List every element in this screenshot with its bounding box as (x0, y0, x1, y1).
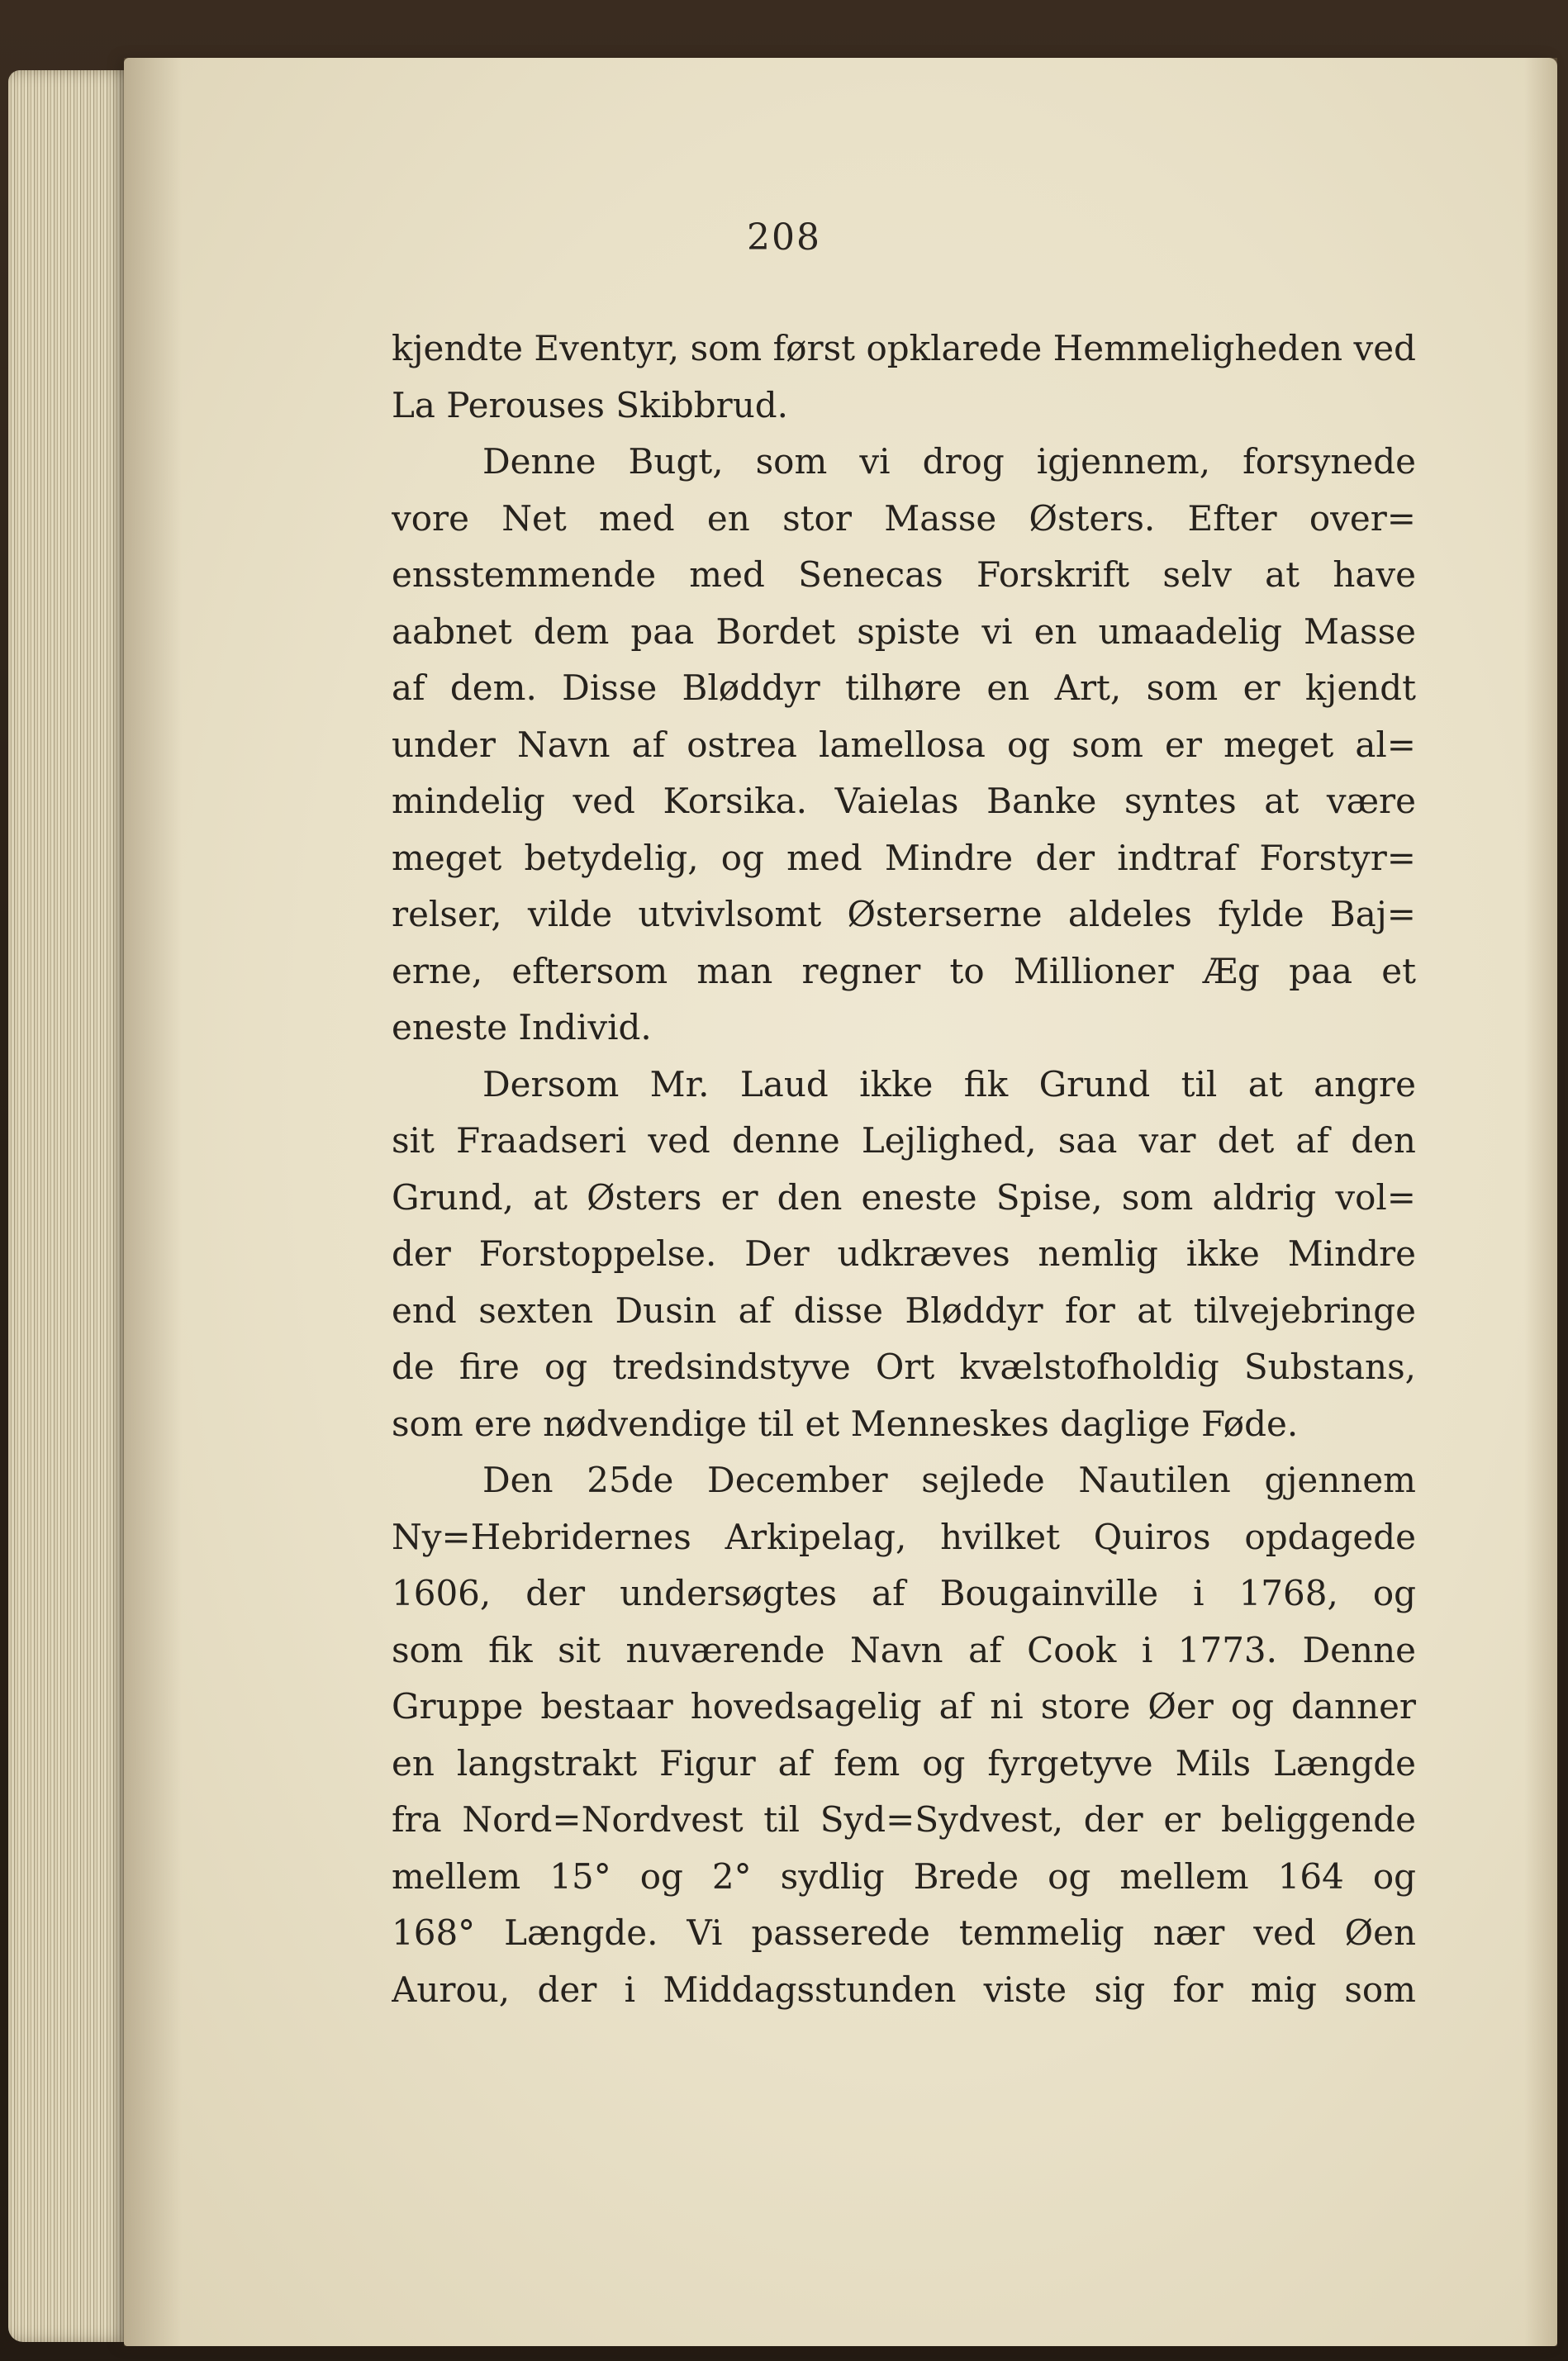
text-line: meget betydelig, og med Mindre der indtraf Forstyr= (392, 837, 1416, 878)
page-number: 208 (747, 216, 821, 259)
text-line: vore Net med en stor Masse Østers. Efter over= (392, 497, 1416, 539)
text-line: relser, vilde utvivlsomt Østerserne aldeles fylde Baj= (392, 894, 1416, 934)
text-line: end sexten Dusin af disse Bløddyr for at tilvejebringe (392, 1290, 1416, 1331)
text-line: 1606, der undersøgtes af Bougainville i 1768, og (392, 1573, 1416, 1613)
text-line: Den 25de December sejlede Nautilen gjennem (482, 1460, 1416, 1500)
text-line: eneste Individ. (392, 1007, 652, 1047)
text-line: fra Nord=Nordvest til Syd=Sydvest, der er beliggende (392, 1799, 1416, 1840)
text-line: de fire og tredsindstyve Ort kvælstofholdig Substans, (392, 1347, 1416, 1387)
text-line: Denne Bugt, som vi drog igjennem, forsynede (482, 441, 1416, 482)
text-line: som ere nødvendige til et Menneskes daglige Føde. (392, 1403, 1299, 1444)
text-line: Gruppe bestaar hovedsagelig af ni store Øer og danner (392, 1686, 1416, 1727)
text-line: der Forstoppelse. Der udkræves nemlig ikke Mindre (392, 1233, 1416, 1274)
text-line: La Perouses Skibbrud. (392, 384, 789, 425)
text-line: erne, eftersom man regner to Millioner Æg paa et (392, 950, 1416, 991)
text-line: ensstemmende med Senecas Forskrift selv at have (392, 554, 1416, 595)
text-line: af dem. Disse Bløddyr tilhøre en Art, som er kjendt (392, 667, 1416, 708)
text-line: kjendte Eventyr, som først opklarede Hemmeligheden ved (392, 328, 1416, 368)
body-text (392, 321, 1416, 2018)
text-line: aabnet dem paa Bordet spiste vi en umaadelig Masse (392, 610, 1416, 652)
text-line: Aurou, der i Middagsstunden viste sig for mig som (392, 1969, 1416, 2010)
text-line: Grund, at Østers er den eneste Spise, som aldrig vol= (392, 1176, 1416, 1218)
text-line: Ny=Hebridernes Arkipelag, hvilket Quiros opdagede (392, 1516, 1416, 1557)
text-line: sit Fraadseri ved denne Lejlighed, saa var det af den (392, 1120, 1416, 1161)
text-line: under Navn af ostrea lamellosa og som er meget al= (392, 724, 1416, 765)
book-page-edges (8, 70, 140, 2342)
text-line: en langstrakt Figur af fem og fyrgetyve Mils Længde (392, 1742, 1416, 1784)
text-line: som fik sit nuværende Navn af Cook i 1773. Denne (392, 1629, 1416, 1670)
text-line: Dersom Mr. Laud ikke fik Grund til at angre (482, 1063, 1416, 1104)
text-line: mellem 15° og 2° sydlig Brede og mellem 164 og (392, 1855, 1416, 1897)
text-line: 168° Længde. Vi passerede temmelig nær ved Øen (392, 1912, 1416, 1953)
text-line: mindelig ved Korsika. Vaielas Banke syntes at være (392, 781, 1416, 821)
